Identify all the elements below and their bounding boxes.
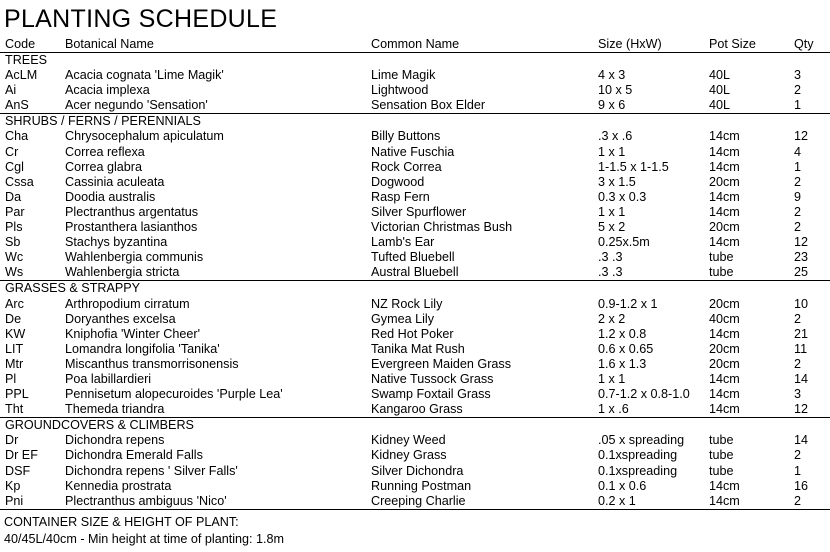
table-row [0,129,830,144]
plant-size-cell: .3 .3 [598,250,623,265]
table-row [0,145,830,160]
quantity-cell: 1 [794,463,802,478]
pot-size-cell: 20cm [709,296,740,311]
section-label: GRASSES & STRAPPY [5,281,141,296]
quantity-cell: 9 [794,189,802,204]
plant-size-cell: 0.3 x 0.3 [598,189,647,204]
plant-code-cell: Ai [5,83,17,98]
common-name-cell: Lime Magik [371,68,436,83]
page-title: PLANTING SCHEDULE [4,5,278,33]
botanical-name-cell: Acacia cognata 'Lime Magik' [65,68,224,83]
common-name-cell: Kidney Weed [371,433,446,448]
table-row [0,68,830,83]
table-header-row [0,37,830,52]
pot-size-cell: 40L [709,98,731,113]
column-header-pot-size: Pot Size [709,37,756,51]
common-name-cell: Evergreen Maiden Grass [371,356,511,371]
plant-size-cell: 9 x 6 [598,98,626,113]
pot-size-cell: tube [709,250,734,265]
plant-code-cell: Da [5,189,22,204]
botanical-name-cell: Stachys byzantina [65,235,168,250]
table-row [0,297,830,312]
column-header-code: Code [5,37,36,51]
column-header-botanical-name: Botanical Name [65,37,154,51]
pot-size-cell: 14cm [709,144,740,159]
plant-size-cell: 1 x .6 [598,402,629,417]
table-row [0,357,830,372]
plant-code-cell: Arc [5,296,24,311]
plant-code-cell: Cha [5,129,29,144]
plant-size-cell: 1 x 1 [598,144,626,159]
plant-size-cell: 0.6 x 0.65 [598,341,654,356]
pot-size-cell: 20cm [709,174,740,189]
quantity-cell: 10 [794,296,809,311]
botanical-name-cell: Acer negundo 'Sensation' [65,98,208,113]
common-name-cell: Billy Buttons [371,129,441,144]
plant-code-cell: Wc [5,250,24,265]
plant-size-cell: 2 x 2 [598,311,626,326]
table-row [0,372,830,387]
quantity-cell: 25 [794,265,809,280]
quantity-cell: 2 [794,311,802,326]
planting-schedule-table [0,37,830,510]
quantity-cell: 2 [794,493,802,508]
common-name-cell: NZ Rock Lily [371,296,443,311]
column-header-size: Size (HxW) [598,37,662,51]
table-row [0,312,830,327]
common-name-cell: Kangaroo Grass [371,402,463,417]
section-label: SHRUBS / FERNS / PERENNIALS [5,114,201,129]
quantity-cell: 2 [794,83,802,98]
pot-size-cell: 14cm [709,387,740,402]
common-name-cell: Lamb's Ear [371,235,435,250]
table-row [0,433,830,448]
quantity-cell: 12 [794,402,809,417]
plant-size-cell: 0.1xspreading [598,448,678,463]
common-name-cell: Red Hot Poker [371,326,454,341]
table-row [0,205,830,220]
quantity-cell: 14 [794,433,809,448]
table-row [0,402,830,417]
table-row [0,235,830,250]
quantity-cell: 14 [794,371,809,386]
quantity-cell: 12 [794,129,809,144]
pot-size-cell: tube [709,463,734,478]
quantity-cell: 2 [794,448,802,463]
pot-size-cell: 20cm [709,341,740,356]
botanical-name-cell: Poa labillardieri [65,371,152,386]
table-body [0,52,830,509]
pot-size-cell: 14cm [709,129,740,144]
quantity-cell: 3 [794,387,802,402]
table-row [0,464,830,479]
botanical-name-cell: Doryanthes excelsa [65,311,176,326]
plant-size-cell: 1 x 1 [598,204,626,219]
plant-size-cell: 5 x 2 [598,220,626,235]
pot-size-cell: 14cm [709,402,740,417]
pot-size-cell: 40L [709,68,731,83]
plant-size-cell: 0.1xspreading [598,463,678,478]
plant-code-cell: Kp [5,478,21,493]
quantity-cell: 2 [794,220,802,235]
pot-size-cell: 14cm [709,493,740,508]
common-name-cell: Silver Dichondra [371,463,464,478]
pot-size-cell: 14cm [709,326,740,341]
plant-size-cell: .3 .3 [598,265,623,280]
plant-size-cell: 3 x 1.5 [598,174,636,189]
common-name-cell: Austral Bluebell [371,265,459,280]
common-name-cell: Tanika Mat Rush [371,341,465,356]
botanical-name-cell: Wahlenbergia communis [65,250,204,265]
table-row [0,448,830,463]
plant-size-cell: 0.9-1.2 x 1 [598,296,658,311]
quantity-cell: 12 [794,235,809,250]
table-row [0,342,830,357]
common-name-cell: Swamp Foxtail Grass [371,387,491,402]
common-name-cell: Native Tussock Grass [371,371,494,386]
common-name-cell: Native Fuschia [371,144,455,159]
plant-code-cell: Ws [5,265,24,280]
plant-code-cell: Pls [5,220,23,235]
plant-code-cell: Mtr [5,356,24,371]
plant-code-cell: Dr EF [5,448,38,463]
botanical-name-cell: Pennisetum alopecuroides 'Purple Lea' [65,387,283,402]
botanical-name-cell: Lomandra longifolia 'Tanika' [65,341,220,356]
table-row [0,479,830,494]
quantity-cell: 2 [794,356,802,371]
common-name-cell: Gymea Lily [371,311,434,326]
pot-size-cell: tube [709,433,734,448]
botanical-name-cell: Arthropodium cirratum [65,296,190,311]
table-row [0,220,830,235]
plant-code-cell: AcLM [5,68,38,83]
plant-code-cell: De [5,311,22,326]
quantity-cell: 21 [794,326,809,341]
plant-code-cell: Dr [5,433,19,448]
botanical-name-cell: Wahlenbergia stricta [65,265,180,280]
table-row [0,494,830,509]
section-label: GROUNDCOVERS & CLIMBERS [5,418,194,433]
plant-code-cell: Pl [5,371,17,386]
plant-size-cell: 1-1.5 x 1-1.5 [598,159,669,174]
botanical-name-cell: Doodia australis [65,189,156,204]
botanical-name-cell: Correa reflexa [65,144,145,159]
pot-size-cell: 20cm [709,220,740,235]
common-name-cell: Kidney Grass [371,448,447,463]
quantity-cell: 16 [794,478,809,493]
common-name-cell: Creeping Charlie [371,493,466,508]
plant-code-cell: Cr [5,144,19,159]
pot-size-cell: 14cm [709,235,740,250]
botanical-name-cell: Dichondra repens ' Silver Falls' [65,463,238,478]
plant-size-cell: 0.7-1.2 x 0.8-1.0 [598,387,690,402]
botanical-name-cell: Plectranthus argentatus [65,204,199,219]
section-header-row [0,280,830,296]
plant-size-cell: 1 x 1 [598,371,626,386]
plant-code-cell: DSF [5,463,31,478]
plant-code-cell: Tht [5,402,24,417]
botanical-name-cell: Acacia implexa [65,83,150,98]
plant-code-cell: Cssa [5,174,34,189]
table-bottom-rule [0,509,830,510]
pot-size-cell: 14cm [709,159,740,174]
plant-size-cell: .05 x spreading [598,433,685,448]
botanical-name-cell: Kniphofia 'Winter Cheer' [65,326,201,341]
botanical-name-cell: Prostanthera lasianthos [65,220,198,235]
common-name-cell: Tufted Bluebell [371,250,455,265]
plant-size-cell: 10 x 5 [598,83,633,98]
pot-size-cell: 20cm [709,356,740,371]
common-name-cell: Dogwood [371,174,425,189]
table-row [0,250,830,265]
common-name-cell: Rock Correa [371,159,442,174]
botanical-name-cell: Correa glabra [65,159,143,174]
botanical-name-cell: Miscanthus transmorrisonensis [65,356,239,371]
pot-size-cell: 14cm [709,371,740,386]
common-name-cell: Lightwood [371,83,429,98]
plant-size-cell: .3 x .6 [598,129,633,144]
plant-code-cell: Sb [5,235,21,250]
table-row [0,190,830,205]
table-row [0,83,830,98]
common-name-cell: Victorian Christmas Bush [371,220,513,235]
pot-size-cell: tube [709,265,734,280]
pot-size-cell: 14cm [709,189,740,204]
quantity-cell: 11 [794,341,808,356]
quantity-cell: 4 [794,144,802,159]
plant-size-cell: 0.25x.5m [598,235,650,250]
pot-size-cell: 40L [709,83,731,98]
section-header-row [0,417,830,433]
plant-code-cell: PPL [5,387,29,402]
quantity-cell: 3 [794,68,802,83]
plant-code-cell: Par [5,204,25,219]
table-row [0,265,830,280]
container-size-note: 40/45L/40cm - Min height at time of planting: 1.8m [4,532,285,546]
pot-size-cell: 40cm [709,311,740,326]
table-row [0,175,830,190]
plant-size-cell: 0.2 x 1 [598,493,636,508]
botanical-name-cell: Dichondra repens [65,433,165,448]
plant-size-cell: 0.1 x 0.6 [598,478,647,493]
plant-size-cell: 1.6 x 1.3 [598,356,647,371]
botanical-name-cell: Themeda triandra [65,402,165,417]
quantity-cell: 2 [794,174,802,189]
botanical-name-cell: Dichondra Emerald Falls [65,448,203,463]
section-header-row [0,52,830,68]
plant-code-cell: AnS [5,98,29,113]
botanical-name-cell: Chrysocephalum apiculatum [65,129,224,144]
botanical-name-cell: Kennedia prostrata [65,478,172,493]
table-row [0,387,830,402]
container-size-heading: CONTAINER SIZE & HEIGHT OF PLANT: [4,515,239,529]
plant-code-cell: LIT [5,341,24,356]
quantity-cell: 2 [794,204,802,219]
column-header-qty: Qty [794,37,814,51]
botanical-name-cell: Plectranthus ambiguus 'Nico' [65,493,227,508]
plant-size-cell: 1.2 x 0.8 [598,326,647,341]
plant-size-cell: 4 x 3 [598,68,626,83]
quantity-cell: 23 [794,250,809,265]
table-row [0,327,830,342]
table-row [0,160,830,175]
plant-code-cell: Cgl [5,159,24,174]
botanical-name-cell: Cassinia aculeata [65,174,165,189]
table-row [0,98,830,113]
plant-code-cell: Pni [5,493,24,508]
common-name-cell: Rasp Fern [371,189,430,204]
column-header-common-name: Common Name [371,37,460,51]
pot-size-cell: 14cm [709,204,740,219]
common-name-cell: Running Postman [371,478,472,493]
common-name-cell: Silver Spurflower [371,204,467,219]
pot-size-cell: tube [709,448,734,463]
pot-size-cell: 14cm [709,478,740,493]
quantity-cell: 1 [794,98,802,113]
common-name-cell: Sensation Box Elder [371,98,486,113]
plant-code-cell: KW [5,326,26,341]
section-label: TREES [5,53,47,67]
quantity-cell: 1 [794,159,802,174]
section-header-row [0,113,830,129]
